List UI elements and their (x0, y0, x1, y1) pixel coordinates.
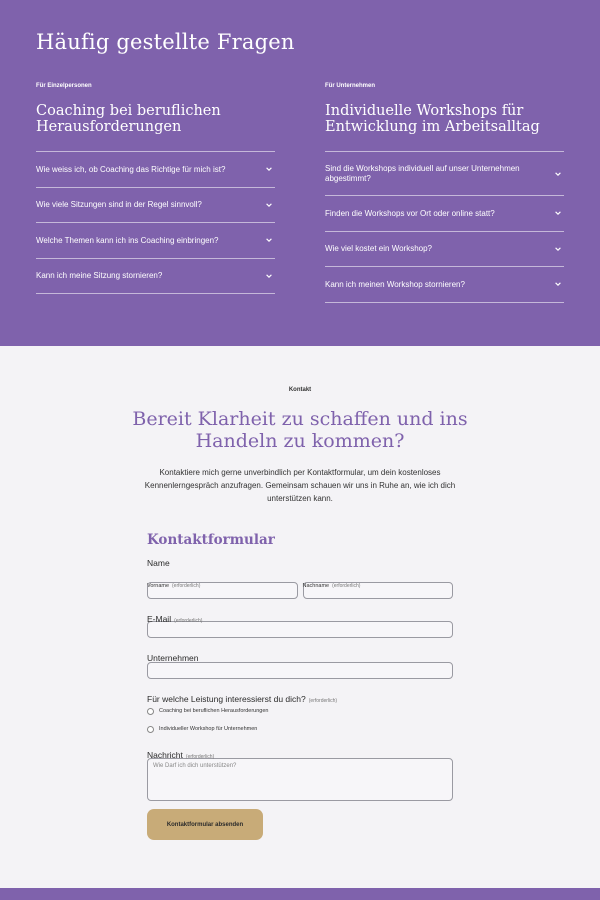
chevron-down-icon (554, 245, 562, 253)
contact-section (0, 346, 600, 888)
name-group (147, 558, 453, 599)
faq-section (0, 0, 600, 346)
name-label: Name (147, 558, 170, 568)
contact-heading: Bereit Klarheit zu schaffen und ins Handeln zu kommen? (132, 408, 468, 452)
footer-band (0, 888, 600, 900)
firstname-group (147, 574, 298, 599)
faq-question: Wie weiss ich, ob Coaching das Richtige für mich ist? (36, 164, 226, 174)
service-option-workshop[interactable] (147, 720, 453, 738)
lastname-group (303, 574, 454, 599)
faq-item[interactable] (325, 267, 564, 303)
contact-form (147, 532, 453, 840)
chevron-down-icon (265, 165, 273, 173)
email-group (147, 609, 453, 638)
required-hint: (erforderlich) (174, 618, 203, 624)
email-label: E-Mail (147, 614, 172, 624)
chevron-down-icon (554, 280, 562, 288)
service-label: Für welche Leistung interessierst du dich? (147, 694, 306, 704)
faq-question: Sind die Workshops individuell auf unser Unternehmen abgestimmt? (325, 164, 520, 183)
faq-heading-workshops: Individuelle Workshops für Entwicklung im Arbeitsalltag (325, 103, 540, 135)
chevron-down-icon (554, 170, 562, 178)
required-hint: (erforderlich) (185, 754, 215, 760)
faq-item[interactable] (325, 196, 564, 232)
faq-question: Welche Themen kann ich ins Coaching einbringen? (36, 235, 219, 245)
message-label: Nachricht (147, 750, 183, 760)
faq-eyebrow-individuals: Für Einzelpersonen (36, 83, 92, 89)
company-field[interactable] (147, 662, 453, 679)
required-hint: (erforderlich) (308, 698, 338, 704)
lastname-label: Nachname (302, 583, 330, 589)
faq-title: Häufig gestellte Fragen (36, 30, 295, 54)
faq-question: Wie viele Sitzungen sind in der Regel sinnvoll? (36, 200, 202, 209)
form-title: Kontaktformular (147, 532, 275, 548)
faq-list-individuals (36, 151, 275, 294)
contact-intro: Kontaktiere mich gerne unverbindlich per Kontaktformular, um dein kostenloses Kennenlerngespräch anzufragen. Gemeinsam schauen wir uns in Ruhe an, wie ich dich unterstützen kann. (144, 468, 456, 503)
chevron-down-icon (554, 209, 562, 217)
service-option-label: Individueller Workshop für Unternehmen (159, 726, 258, 732)
company-group (147, 648, 453, 679)
faq-heading-coaching: Coaching bei beruflichen Herausforderungen (36, 103, 221, 135)
message-field[interactable]: Wie Darf ich dich unterstützen? (147, 758, 453, 801)
faq-question: Wie viel kostet ein Workshop? (325, 244, 433, 253)
faq-question: Finden die Workshops vor Ort oder online statt? (325, 208, 495, 218)
chevron-down-icon (265, 272, 273, 280)
firstname-label: Vorname (147, 583, 170, 589)
faq-question: Kann ich meine Sitzung stornieren? (36, 271, 163, 280)
radio-button[interactable] (147, 708, 154, 715)
faq-item[interactable] (36, 223, 275, 259)
faq-eyebrow-companies: Für Unternehmen (325, 83, 376, 89)
faq-item[interactable] (325, 232, 564, 268)
submit-button[interactable]: Kontaktformular absenden (147, 809, 263, 840)
chevron-down-icon (265, 201, 273, 209)
service-option-coaching[interactable] (147, 702, 453, 720)
required-hint: (erforderlich) (332, 583, 361, 589)
faq-column-individuals (36, 83, 275, 294)
faq-list-companies (325, 151, 564, 303)
faq-item[interactable] (36, 188, 275, 224)
message-group (147, 745, 453, 801)
service-group (147, 689, 453, 738)
firstname-field[interactable] (147, 582, 298, 599)
service-option-label: Coaching bei beruflichen Herausforderungen (159, 708, 269, 714)
faq-question: Kann ich meinen Workshop stornieren? (325, 279, 465, 289)
chevron-down-icon (265, 236, 273, 244)
required-hint: (erforderlich) (172, 583, 201, 589)
faq-item[interactable] (325, 152, 564, 196)
faq-item[interactable] (36, 259, 275, 295)
company-label: Unternehmen (147, 653, 199, 663)
radio-button[interactable] (147, 726, 154, 733)
faq-item[interactable] (36, 152, 275, 188)
faq-column-companies (325, 83, 564, 303)
contact-eyebrow: Kontakt (288, 387, 312, 393)
